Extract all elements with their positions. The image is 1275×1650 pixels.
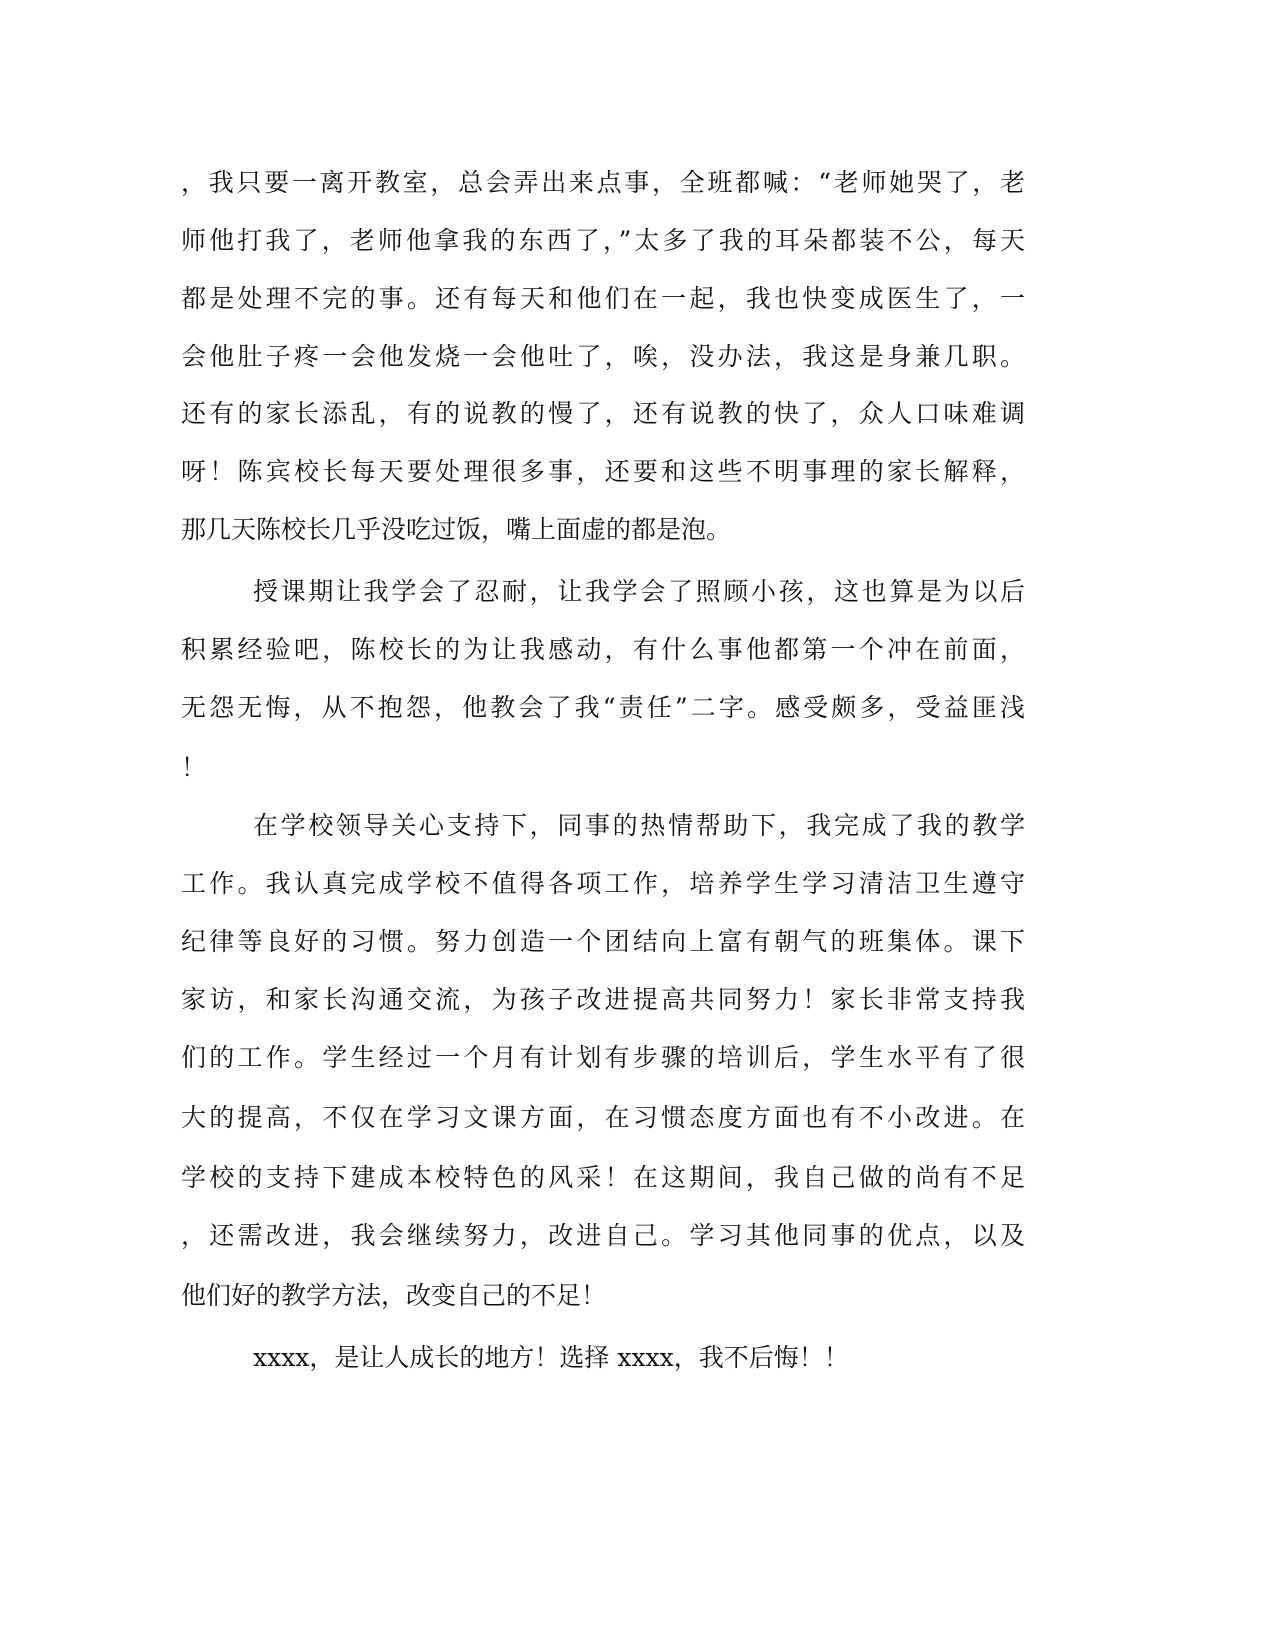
paragraph-line: 家访，和家长沟通交流，为孩子改进提高共同努力！家长非常支持我 xyxy=(181,985,1025,1014)
paragraph-line: ，我只要一离开教室，总会弄出来点事，全班都喊：“老师她哭了，老 xyxy=(181,168,1025,197)
paragraph-line: 都是处理不完的事。还有每天和他们在一起，我也快变成医生了，一 xyxy=(181,284,1025,313)
paragraph-line: 在学校领导关心支持下，同事的热情帮助下，我完成了我的教学 xyxy=(253,811,1025,840)
paragraph-line: 大的提高，不仅在学习文课方面，在习惯态度方面也有不小改进。在 xyxy=(181,1103,1025,1132)
paragraph-line: 们的工作。学生经过一个月有计划有步骤的培训后，学生水平有了很 xyxy=(181,1043,1025,1072)
paragraph-line: 那几天陈校长几乎没吃过饭，嘴上面虚的都是泡。 xyxy=(181,515,732,544)
closing-line: xxxx，是让人成长的地方！选择 xxxx，我不后悔！！ xyxy=(253,1343,849,1372)
paragraph-line: ！ xyxy=(181,753,207,782)
paragraph-line: 还有的家长添乱，有的说教的慢了，还有说教的快了，众人口味难调 xyxy=(181,399,1025,428)
paragraph-line: 无怨无悔，从不抱怨，他教会了我“责任”二字。感受颇多，受益匪浅 xyxy=(181,693,1025,722)
paragraph-line: 积累经验吧，陈校长的为让我感动，有什么事他都第一个冲在前面， xyxy=(181,635,1025,664)
paragraph-line: 呀！陈宾校长每天要处理很多事，还要和这些不明事理的家长解释， xyxy=(181,457,1025,486)
paragraph-line: ，还需改进，我会继续努力，改进自己。学习其他同事的优点，以及 xyxy=(181,1221,1025,1250)
paragraph-line: 他们好的教学方法，改变自己的不足！ xyxy=(181,1281,607,1310)
paragraph-line: 会他肚子疼一会他发烧一会他吐了，唉，没办法，我这是身兼几职。 xyxy=(181,342,1025,371)
paragraph-line: 学校的支持下建成本校特色的风采！在这期间，我自己做的尚有不足 xyxy=(181,1163,1025,1192)
paragraph-line: 工作。我认真完成学校不值得各项工作，培养学生学习清洁卫生遵守 xyxy=(181,869,1025,898)
paragraph-line: 师他打我了，老师他拿我的东西了，”太多了我的耳朵都装不公，每天 xyxy=(181,226,1025,255)
paragraph-line: 纪律等良好的习惯。努力创造一个团结向上富有朝气的班集体。课下 xyxy=(181,927,1025,956)
paragraph-line: 授课期让我学会了忍耐，让我学会了照顾小孩，这也算是为以后 xyxy=(253,577,1025,606)
